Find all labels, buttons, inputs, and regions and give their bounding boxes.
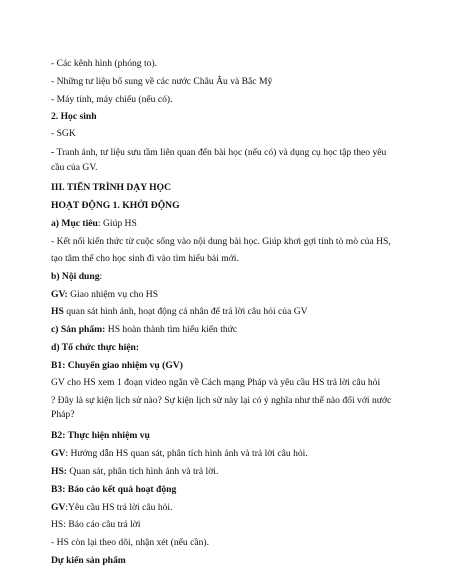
text-line [51,537,412,549]
heading-text: B2: Thực hiện nhiệm vụ [51,430,150,441]
section-heading [51,200,412,212]
line-text: - Các kênh hình (phóng to). [51,58,158,69]
text-line [51,409,412,421]
text-line [51,236,412,248]
line-text: - Máy tính, máy chiếu (nếu có). [51,94,173,105]
line-text: - Những tư liệu bổ sung về các nước Châu Âu và Bắc Mỹ [51,76,273,87]
section-heading [51,111,412,123]
text-line [51,271,412,283]
line-text: HS: Báo cáo câu trả lời [51,519,141,530]
line-text: Giao nhiệm vụ cho HS [67,289,159,300]
bold-prefix: - [51,147,57,158]
line-text: : Hướng dẫn HS quan sát, phân tích hình ảnh và trả lời câu hỏi. [65,448,308,459]
section-heading [51,360,412,372]
text-line [51,128,412,140]
text-line [51,466,412,478]
heading-text: d) Tổ chức thực hiện: [51,342,140,353]
text-line [51,395,412,407]
bold-prefix: GV [51,448,66,459]
bold-prefix: HS [51,306,64,317]
line-text: cầu của GV. [51,162,98,173]
heading-text: III. TIẾN TRÌNH DẠY HỌC [51,182,172,193]
line-text: : Giúp HS [97,218,137,229]
bold-prefix: a) Mục tiêu [51,218,98,229]
text-line [51,253,412,265]
line-text: - HS còn lại theo dõi, nhận xét (nếu cần). [51,537,209,548]
line-text: : [99,271,103,282]
text-line [51,519,412,531]
text-line [51,324,412,336]
text-line [51,289,412,301]
line-text: :Yêu cầu HS trả lời câu hỏi. [65,502,173,513]
section-heading [51,484,412,496]
text-line [51,94,412,106]
text-line [51,377,412,389]
line-text: tạo tâm thế cho học sinh đi vào tìm hiểu bài mới. [51,253,239,264]
bold-prefix: HS: [51,466,67,477]
section-heading [51,342,412,354]
line-text: quan sát hình ảnh, hoạt động cá nhân để trả lời câu hỏi của GV [63,306,308,317]
text-line [51,147,412,159]
text-line [51,162,412,174]
text-line [51,76,412,88]
line-text: Quan sát, phân tích hình ảnh và trả lời. [67,466,219,477]
line-text: - SGK [51,128,76,139]
heading-text: B1: Chuyển giao nhiệm vụ (GV) [51,360,183,371]
text-line [51,306,412,318]
line-text: - Kết nối kiến thức từ cuộc sống vào nội dung bài học. Giúp khơi gợi tính tò mò của HS, [51,236,391,247]
bold-prefix: GV [51,502,66,513]
line-text: Tranh ảnh, tư liệu sưu tầm liên quan đến bài học (nếu có) và dụng cụ học tập theo yêu [56,147,387,158]
bold-prefix: GV: [51,289,68,300]
section-heading [51,430,412,442]
heading-text: Dự kiến sản phẩm [51,555,126,566]
heading-text: 2. Học sinh [51,111,97,122]
line-text: ? Đây là sự kiện lịch sử nào? Sự kiện lịch sử này lại có ý nghĩa như thế nào đối với nước [51,395,392,406]
heading-text: B3: Báo cáo kết quả hoạt động [51,484,177,495]
text-line [51,58,412,70]
line-text: HS hoàn thành tìm hiểu kiến thức [105,324,238,335]
line-text: Pháp? [51,409,75,420]
text-line [51,502,412,514]
bold-prefix: b) Nội dung [51,271,100,282]
section-heading [51,555,412,567]
text-line [51,218,412,230]
text-line [51,448,412,460]
heading-text: HOẠT ĐỘNG 1. KHỞI ĐỘNG [51,200,180,211]
bold-prefix: c) Sản phẩm: [51,324,106,335]
line-text: GV cho HS xem 1 đoạn video ngắn về Cách mạng Pháp và yêu cầu HS trả lời câu hỏi [51,377,381,388]
section-heading [51,182,412,194]
